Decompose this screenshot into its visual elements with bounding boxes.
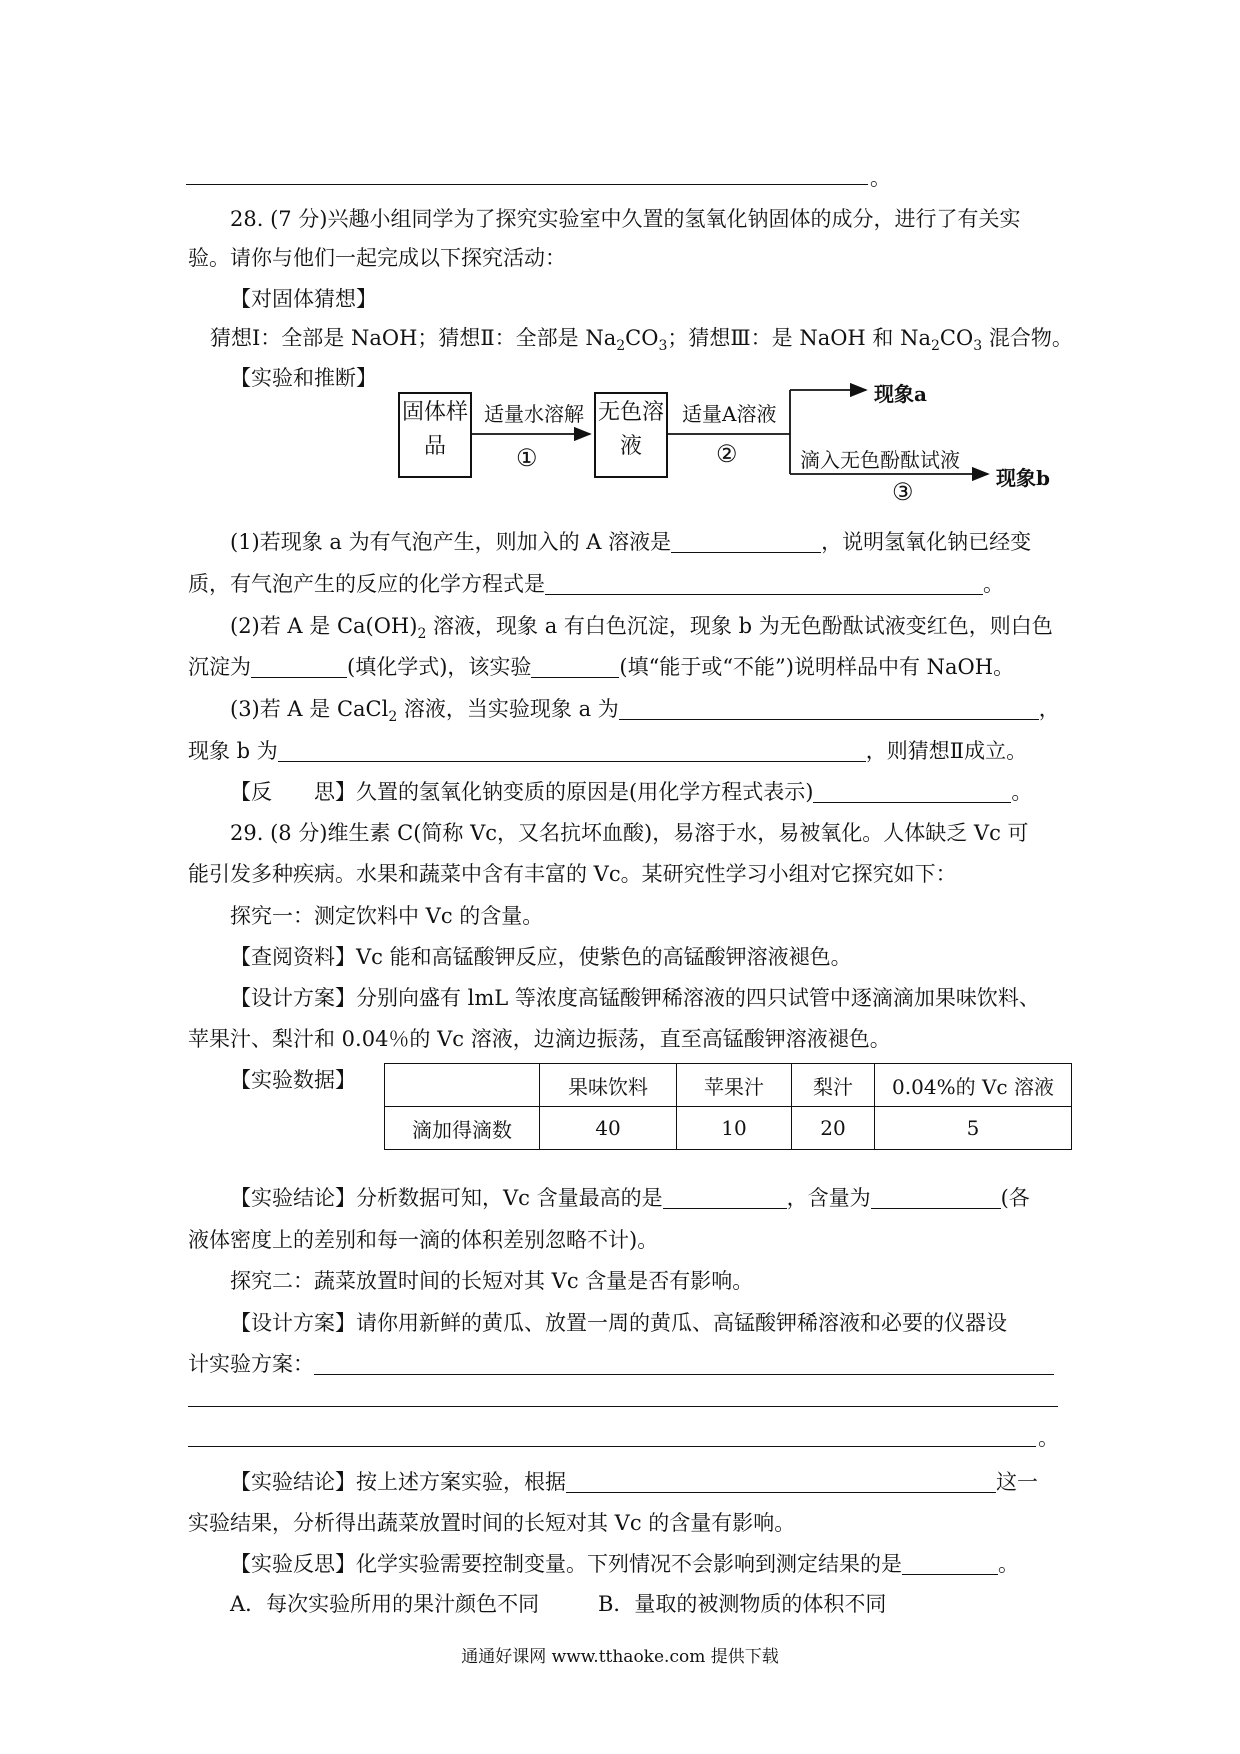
- step2-number: ②: [716, 440, 738, 468]
- answer-blank[interactable]: [871, 1186, 1001, 1209]
- answer-blank[interactable]: [663, 1186, 787, 1209]
- explore-one: 探究一：测定饮料中 Vc 的含量。: [230, 904, 544, 928]
- design-plan-1-cont: 苹果汁、梨汁和 0.04％的 Vc 溶液，边滴边振荡，直至高锰酸钾溶液褪色。: [188, 1027, 891, 1051]
- explore-two: 探究二：蔬菜放置时间的长短对其 Vc 含量是否有影响。: [230, 1269, 754, 1293]
- guess-line: 猜想Ⅰ：全部是 NaOH；猜想Ⅱ：全部是 $Na_2CO_3$；猜想Ⅲ：是 NaOH 和 $Na_2CO_3$ 混合物。: [210, 326, 1073, 355]
- step2-label: 适量A溶液: [682, 402, 777, 426]
- table-header-cell: 苹果汁: [677, 1064, 792, 1107]
- answer-blank[interactable]: [531, 655, 619, 678]
- table-header-cell: 0.04%的 Vc 溶液: [875, 1064, 1072, 1107]
- table-header-cell: [385, 1064, 540, 1107]
- reference-info: 【查阅资料】Vc 能和高锰酸钾反应，使紫色的高锰酸钾溶液褪色。: [230, 945, 852, 969]
- answer-blank[interactable]: [671, 530, 821, 553]
- q29-heading-cont: 能引发多种疾病。水果和蔬菜中含有丰富的 Vc。某研究性学习小组对它探究如下：: [188, 862, 957, 886]
- box-solid-sample: 固体样品: [398, 392, 472, 478]
- outcome-a: 现象a: [874, 382, 927, 406]
- answer-blank[interactable]: [545, 572, 983, 595]
- q28-reflection: 【反 思】久置的氢氧化钠变质的原因是(用化学方程式表示) 。: [230, 780, 1033, 804]
- table-cell: 10: [677, 1107, 792, 1150]
- table-row-label: 滴加得滴数: [385, 1107, 540, 1150]
- answer-line[interactable]: [186, 184, 868, 185]
- data-label: 【实验数据】: [230, 1068, 356, 1092]
- section-experiment: 【实验和推断】: [230, 366, 377, 390]
- q29-heading: 29. (8 分)维生素 C(简称 Vc，又名抗坏血酸)，易溶于水，易被氧化。人体缺乏 Vc 可: [230, 821, 1029, 845]
- q28-part1-cont: 质，有气泡产生的反应的化学方程式是 。: [188, 572, 1004, 596]
- table-cell: 40: [540, 1107, 677, 1150]
- answer-blank[interactable]: [251, 655, 347, 678]
- conclusion-2: 【实验结论】按上述方案实验，根据 这一: [230, 1470, 1038, 1494]
- footer-credit: 通通好课网 www.tthaoke.com 提供下载: [461, 1647, 779, 1667]
- option-b[interactable]: B．量取的被测物质的体积不同: [598, 1592, 887, 1616]
- answer-blank[interactable]: [314, 1352, 1054, 1375]
- punct: 。: [870, 166, 891, 190]
- conclusion-1-cont: 液体密度上的差别和每一滴的体积差别忽略不计)。: [188, 1228, 659, 1252]
- q28-part3-cont: 现象 b 为 ，则猜想Ⅱ成立。: [188, 739, 1028, 763]
- table-row: [385, 1107, 1072, 1150]
- table-header-cell: 果味饮料: [540, 1064, 677, 1107]
- answer-line[interactable]: [188, 1446, 1036, 1447]
- q28-heading-cont: 验。请你与他们一起完成以下探究活动：: [188, 246, 566, 270]
- q28-part3: (3)若 A 是 CaCl$_2$ 溶液，当实验现象 a 为 ，: [230, 697, 1060, 726]
- q28-part2-cont: 沉淀为 (填化学式)，该实验 (填“能于或“不能”)说明样品中有 NaOH。: [188, 655, 1015, 679]
- option-a[interactable]: A．每次实验所用的果汁颜色不同: [230, 1592, 540, 1616]
- answer-blank[interactable]: [813, 780, 1011, 803]
- reflection-2: 【实验反思】化学实验需要控制变量。下列情况不会影响到测定结果的是 。: [230, 1552, 1019, 1576]
- q28-heading: 28. (7 分)兴趣小组同学为了探究实验室中久置的氢氧化钠固体的成分，进行了有关实: [230, 207, 1021, 231]
- punct: 。: [1038, 1426, 1059, 1450]
- conclusion-1: 【实验结论】分析数据可知，Vc 含量最高的是 ，含量为 (各: [230, 1186, 1030, 1210]
- answer-blank[interactable]: [902, 1552, 998, 1575]
- answer-line[interactable]: [188, 1406, 1058, 1407]
- design-plan-1: 【设计方案】分别向盛有 lmL 等浓度高锰酸钾稀溶液的四只试管中逐滴滴加果味饮料、: [230, 986, 1040, 1010]
- answer-blank[interactable]: [619, 697, 1039, 720]
- table-cell: 20: [792, 1107, 875, 1150]
- conclusion-2-cont: 实验结果，分析得出蔬菜放置时间的长短对其 Vc 的含量有影响。: [188, 1511, 796, 1535]
- q28-part2: (2)若 A 是 $Ca(OH)_2$ 溶液，现象 a 有白色沉淀，现象 b 为无色酚酞试液变红色，则白色: [230, 614, 1053, 643]
- table-cell: 5: [875, 1107, 1072, 1150]
- box-colorless-solution: 无色溶液: [594, 392, 668, 478]
- q28-part1: (1)若现象 a 为有气泡产生，则加入的 A 溶液是 ，说明氢氧化钠已经变: [230, 530, 1032, 554]
- design-plan-2: 【设计方案】请你用新鲜的黄瓜、放置一周的黄瓜、高锰酸钾稀溶液和必要的仪器设: [230, 1311, 1007, 1335]
- table-header-row: [385, 1064, 1072, 1107]
- design-plan-2-cont: 计实验方案：: [188, 1350, 1054, 1378]
- data-table: [384, 1063, 1072, 1150]
- step1-number: ①: [516, 444, 538, 472]
- answer-blank[interactable]: [566, 1470, 996, 1493]
- section-guess: 【对固体猜想】: [230, 287, 377, 311]
- step3-label: 滴入无色酚酞试液: [800, 448, 960, 472]
- step3-number: ③: [892, 478, 914, 506]
- outcome-b: 现象b: [996, 466, 1050, 490]
- answer-blank[interactable]: [278, 739, 866, 762]
- table-header-cell: 梨汁: [792, 1064, 875, 1107]
- step1-label: 适量水溶解: [484, 402, 584, 426]
